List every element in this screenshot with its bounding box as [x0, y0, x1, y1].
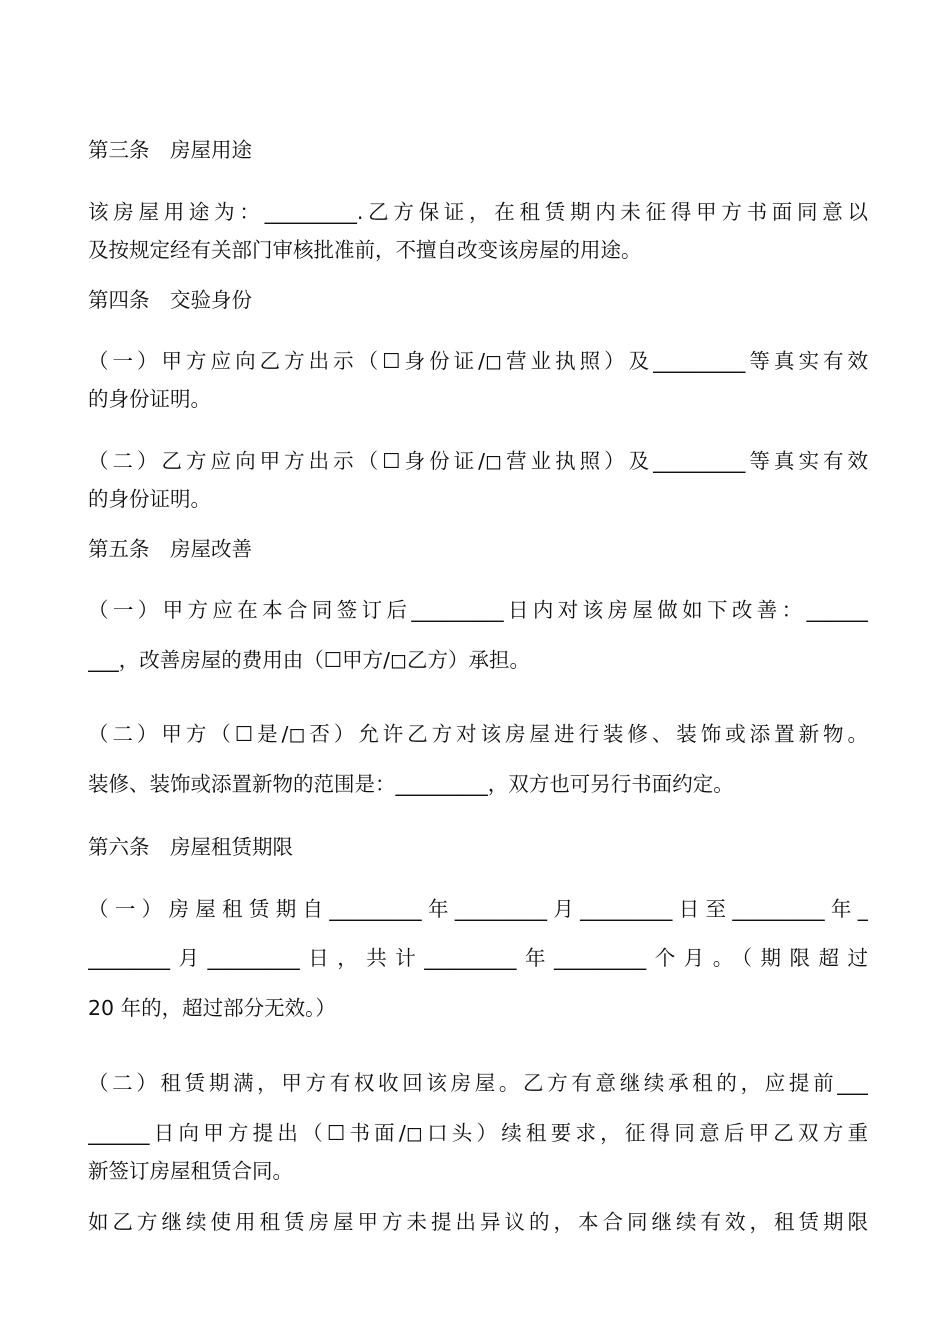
article-3-paragraph-line-1: 该房屋用途为：_________.乙方保证，在租赁期内未征得甲方书面同意以 — [88, 200, 868, 224]
article-4-item-2-line-1: （二）乙方应向甲方出示（☐身份证/◻营业执照）及_________等真实有效 — [88, 449, 868, 473]
article-5-item-2-line-1: （二）甲方（☐是/◻否）允许乙方对该房屋进行装修、装饰或添置新物。 — [88, 722, 868, 746]
article-5-item-2-line-2: 装修、装饰或添置新物的范围是：_________，双方也可另行书面约定。 — [88, 772, 734, 796]
article-6-item-2-line-3: 新签订房屋租赁合同。 — [88, 1159, 293, 1183]
article-5-item-1-line-1: （一）甲方应在本合同签订后_________日内对该房屋做如下改善：______ — [88, 598, 868, 622]
article-6-item-1-line-1: （一）房屋租赁期自_________年_________月_________日至_________年_ — [88, 897, 868, 921]
article-5-item-1-line-2: ___，改善房屋的费用由（☐甲方/◻乙方）承担。 — [88, 648, 531, 672]
article-6-item-1-line-2: ________月_________日，共计_________年_________个月。（期限超过 — [88, 946, 868, 970]
article-6-paragraph-3-line-1: 如乙方继续使用租赁房屋甲方未提出异议的，本合同继续有效，租赁期限 — [88, 1210, 868, 1234]
article-4-item-1-line-2: 的身份证明。 — [88, 387, 211, 411]
article-4-item-1-line-1: （一）甲方应向乙方出示（☐身份证/◻营业执照）及_________等真实有效 — [88, 349, 868, 373]
article-5-heading: 第五条 房屋改善 — [88, 537, 252, 561]
article-4-heading: 第四条 交验身份 — [88, 288, 252, 312]
article-6-item-1-line-3: 20 年的，超过部分无效。） — [88, 996, 336, 1020]
article-6-heading: 第六条 房屋租赁期限 — [88, 835, 293, 859]
article-3-heading: 第三条 房屋用途 — [88, 138, 252, 162]
article-6-item-2-line-1: （二）租赁期满，甲方有权收回该房屋。乙方有意继续承租的，应提前___ — [88, 1071, 868, 1095]
article-3-paragraph-line-2: 及按规定经有关部门审核批准前，不擅自改变该房屋的用途。 — [88, 238, 642, 262]
article-6-item-2-line-2: ______日向甲方提出（☐书面/◻口头）续租要求，征得同意后甲乙双方重 — [88, 1121, 868, 1145]
article-4-item-2-line-2: 的身份证明。 — [88, 487, 211, 511]
